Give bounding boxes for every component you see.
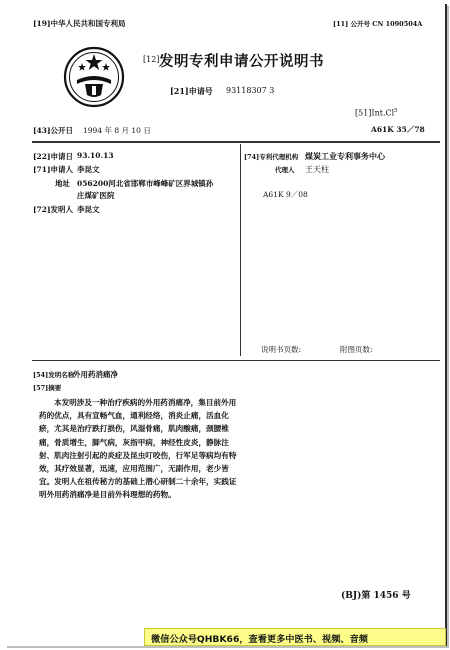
inventor-label: [72]发明人 bbox=[33, 205, 74, 214]
agency-label: [74]专利代理机构 bbox=[244, 153, 299, 161]
patent-document-page bbox=[5, 4, 447, 646]
agent-value: 王天柱 bbox=[305, 165, 329, 174]
filing-date-label: [22]申请日 bbox=[33, 152, 74, 161]
wechat-promo-banner[interactable] bbox=[144, 628, 446, 646]
applicant-value: 李昆文 bbox=[77, 165, 100, 174]
abstract-label: [57]摘要 bbox=[33, 384, 62, 392]
column-divider bbox=[240, 144, 241, 356]
invention-title-label: [54]发明名称 bbox=[33, 371, 75, 379]
applicant-label: [71]申请人 bbox=[33, 165, 74, 174]
patent-office-emblem-icon bbox=[63, 46, 125, 108]
document-title: 发明专利申请公开说明书 bbox=[159, 53, 324, 70]
int-cl-label: [51]Int.Cl$^5$ bbox=[355, 108, 398, 118]
invention-title-value: 外用药消痛净 bbox=[73, 370, 118, 379]
country-office-header: [19]中华人民共和国专利局 bbox=[33, 19, 126, 28]
filing-date-value: 93.10.13 bbox=[77, 151, 114, 160]
additional-classification: A61K 9／08 bbox=[263, 190, 308, 199]
inventor-value: 李昆文 bbox=[77, 205, 100, 214]
document-kind-code: [12] bbox=[143, 55, 160, 64]
drawing-pages-label: 附图页数: bbox=[340, 345, 373, 354]
application-number-label: [21]申请号 bbox=[170, 86, 213, 96]
address-line-1: 056200河北省邯郸市峰峰矿区界城镇孙 bbox=[77, 179, 214, 188]
abstract-text: 本发明涉及一种治疗疾病的外用药消痛净，集目前外用药的优点，具有宣畅气血，通利经络，消炎止痛，活血化瘀，尤其是治疗跌打损伤，风湿骨痛，肌肉酸痛，颈腰椎痛，骨质增生，脚气病，灰指甲病，神经性皮炎，静脉注射、肌肉注射引起的炎症及昆虫叮咬伤，行军足等病均有特效，其疗效显著，迅速，应用范围广，无副作用，老少皆宜。发明人在祖传秘方的基础上潜心研制二十余年，实践证明外用药消痛净是目前外科理想的药物。 bbox=[39, 398, 237, 500]
address-label: 地址 bbox=[55, 179, 70, 188]
banner-text: 微信公众号QHBK66，查看更多中医书、视频、音频 bbox=[151, 634, 368, 645]
description-pages-label: 说明书页数: bbox=[261, 345, 302, 354]
mid-rule bbox=[32, 360, 440, 361]
publication-date-value: 1994 年 8 月 10 日 bbox=[83, 126, 151, 135]
agent-label: 代理人 bbox=[275, 166, 295, 174]
application-number-value: 93118307 3 bbox=[226, 86, 275, 95]
bj-serial-number: (BJ)第 1456 号 bbox=[341, 591, 411, 601]
publication-date-label: [43]公开日 bbox=[33, 126, 74, 135]
int-cl-value: A61K 35／78 bbox=[371, 125, 425, 134]
top-rule bbox=[32, 141, 440, 143]
publication-number: [11] 公开号 CN 1090504A bbox=[333, 20, 423, 28]
agency-value: 煤炭工业专利事务中心 bbox=[305, 151, 385, 161]
address-line-2: 庄煤矿医院 bbox=[77, 191, 115, 200]
